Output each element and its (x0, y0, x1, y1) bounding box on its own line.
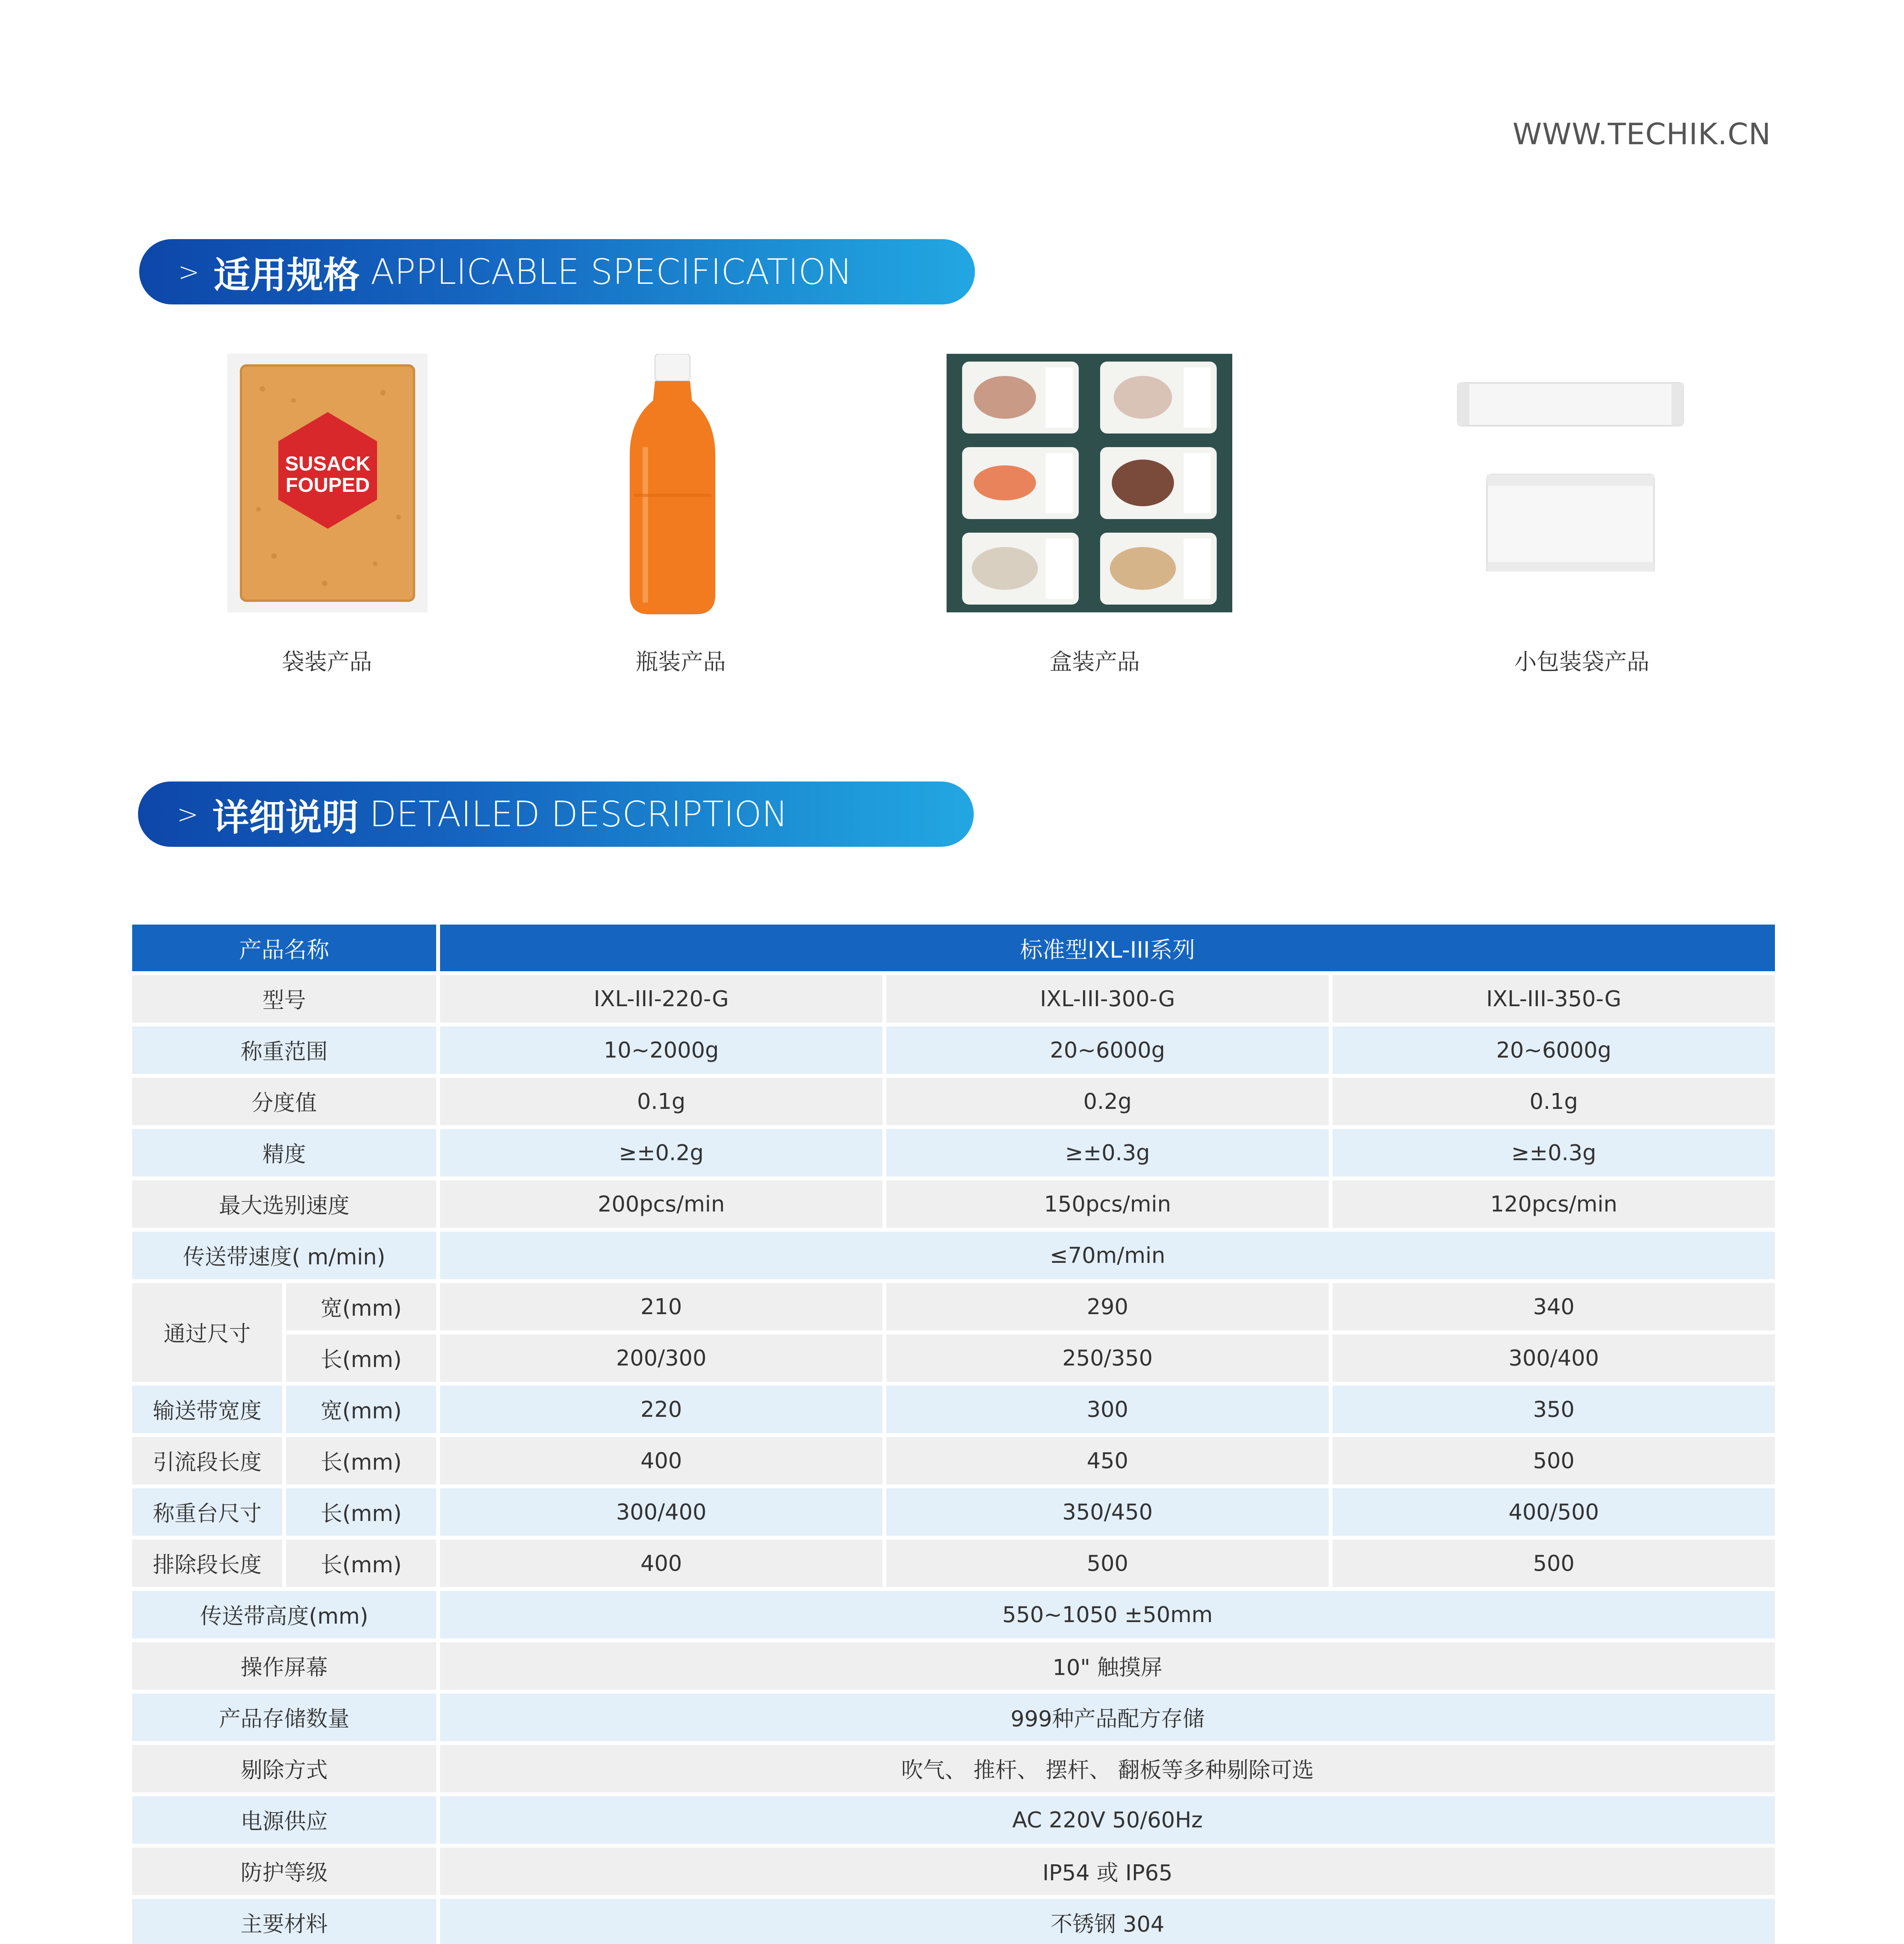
cell: 20~6000g (886, 1026, 1329, 1074)
cell: 200/300 (440, 1334, 882, 1382)
row-label: 主要材料 (132, 1899, 436, 1944)
cell: 0.2g (886, 1078, 1329, 1125)
cell: 550~1050 ±50mm (440, 1591, 1775, 1638)
product-label: 袋装产品 (282, 649, 372, 675)
table-row (132, 1642, 1775, 1690)
section-header-applicable-specification (139, 239, 975, 304)
cell: 0.1g (1333, 1078, 1775, 1125)
section-title-en: APPLICABLE SPECIFICATION (370, 251, 852, 292)
table-row (132, 1591, 1775, 1638)
cell: 350/450 (886, 1488, 1329, 1536)
row-label: 传送带高度(mm) (132, 1591, 436, 1638)
cell: 20~6000g (1333, 1026, 1775, 1074)
pack-text-1: SUSACK (285, 453, 370, 475)
row-label: 剔除方式 (132, 1745, 436, 1792)
table-row (132, 1180, 1775, 1228)
product-label: 小包装袋产品 (1514, 649, 1650, 675)
row-sublabel: 长(mm) (286, 1488, 436, 1536)
cell: AC 220V 50/60Hz (440, 1796, 1775, 1844)
row-label: 产品存储数量 (132, 1694, 436, 1741)
row-label: 防护等级 (132, 1848, 436, 1895)
cell: 400 (440, 1437, 882, 1484)
table-row (132, 1796, 1775, 1844)
product-label: 盒装产品 (1050, 649, 1140, 675)
row-label: 精度 (132, 1129, 436, 1177)
cell: 500 (886, 1540, 1329, 1587)
table-row (132, 1488, 1775, 1536)
cell: 不锈钢 304 (440, 1899, 1775, 1944)
table-row (132, 1078, 1775, 1125)
pack-text-2: FOUPED (285, 474, 370, 496)
row-sublabel: 宽(mm) (286, 1386, 436, 1433)
product-label: 瓶装产品 (636, 649, 726, 675)
table-row (132, 1129, 1775, 1177)
bag-product-image (227, 354, 428, 612)
cell: 500 (1333, 1540, 1775, 1587)
cell: 400/500 (1333, 1488, 1775, 1536)
cell: 350 (1333, 1386, 1775, 1433)
cell: 250/350 (886, 1334, 1329, 1382)
cell: 300/400 (440, 1488, 882, 1536)
cell: ≤70m/min (440, 1232, 1775, 1279)
cell: 10" 触摸屏 (440, 1642, 1775, 1690)
cell: 999种产品配方存储 (440, 1694, 1775, 1741)
cell: 450 (886, 1437, 1329, 1484)
row-label: 型号 (132, 975, 436, 1023)
row-label: 电源供应 (132, 1796, 436, 1844)
table-row (132, 1283, 1775, 1330)
cell: IP54 或 IP65 (440, 1848, 1775, 1895)
bottle-product-image (618, 354, 727, 618)
cell: 210 (440, 1283, 882, 1330)
row-sublabel: 长(mm) (286, 1437, 436, 1484)
row-label: 排除段长度 (132, 1540, 282, 1587)
table-row (132, 1848, 1775, 1895)
section-title-cn: 详细说明 (212, 796, 359, 839)
row-label: 称重台尺寸 (132, 1488, 282, 1536)
header-series: 标准型IXL-III系列 (440, 925, 1775, 971)
cell: 300/400 (1333, 1334, 1775, 1382)
cell: 0.1g (440, 1078, 882, 1125)
chevron-right-icon: > (177, 799, 199, 829)
section-header-detailed-description (138, 781, 974, 847)
table-row (132, 1026, 1775, 1074)
row-label: 输送带宽度 (132, 1386, 282, 1433)
cell: 300 (886, 1386, 1329, 1433)
table-row (132, 1232, 1775, 1279)
table-header-row (132, 925, 1775, 971)
row-sublabel: 长(mm) (286, 1540, 436, 1587)
cell: 220 (440, 1386, 882, 1433)
header-product-name: 产品名称 (132, 925, 436, 971)
cell: 120pcs/min (1333, 1180, 1775, 1228)
cell: ≥±0.3g (1333, 1129, 1775, 1177)
chevron-right-icon: > (178, 257, 200, 287)
cell: 150pcs/min (886, 1180, 1329, 1228)
tray-product-image (947, 354, 1232, 612)
website-url[interactable]: WWW.TECHIK.CN (1513, 117, 1771, 151)
row-label: 称重范围 (132, 1026, 436, 1074)
table-row (132, 1745, 1775, 1792)
row-label: 传送带速度( m/min) (132, 1232, 436, 1279)
row-sublabel: 长(mm) (286, 1334, 436, 1382)
cell: 340 (1333, 1283, 1775, 1330)
table-row (132, 1437, 1775, 1484)
table-row (132, 1334, 1775, 1382)
table-row (132, 1386, 1775, 1433)
section-title-en: DETAILED DESCRIPTION (369, 794, 788, 835)
cell: 400 (440, 1540, 882, 1587)
table-row (132, 1694, 1775, 1741)
cell: IXL-III-300-G (886, 975, 1329, 1023)
row-label: 分度值 (132, 1078, 436, 1125)
cell: ≥±0.3g (886, 1129, 1329, 1177)
cell: ≥±0.2g (440, 1129, 882, 1177)
row-sublabel: 宽(mm) (286, 1283, 436, 1330)
cell: 吹气、 推杆、 摆杆、 翻板等多种剔除可选 (440, 1745, 1775, 1792)
section-title-cn: 适用规格 (213, 254, 360, 297)
cell: 10~2000g (440, 1026, 882, 1074)
cell: IXL-III-350-G (1333, 975, 1775, 1023)
table-row (132, 975, 1775, 1023)
row-label: 操作屏幕 (132, 1642, 436, 1690)
row-label: 通过尺寸 (132, 1283, 282, 1382)
cell: 290 (886, 1283, 1329, 1330)
cell: IXL-III-220-G (440, 975, 882, 1023)
row-label: 最大选别速度 (132, 1180, 436, 1228)
sachet-product-image (1452, 354, 1693, 572)
row-label: 引流段长度 (132, 1437, 282, 1484)
cell: 500 (1333, 1437, 1775, 1484)
table-row (132, 1899, 1775, 1944)
table-row (132, 1540, 1775, 1587)
cell: 200pcs/min (440, 1180, 882, 1228)
spec-table (128, 921, 1779, 1944)
